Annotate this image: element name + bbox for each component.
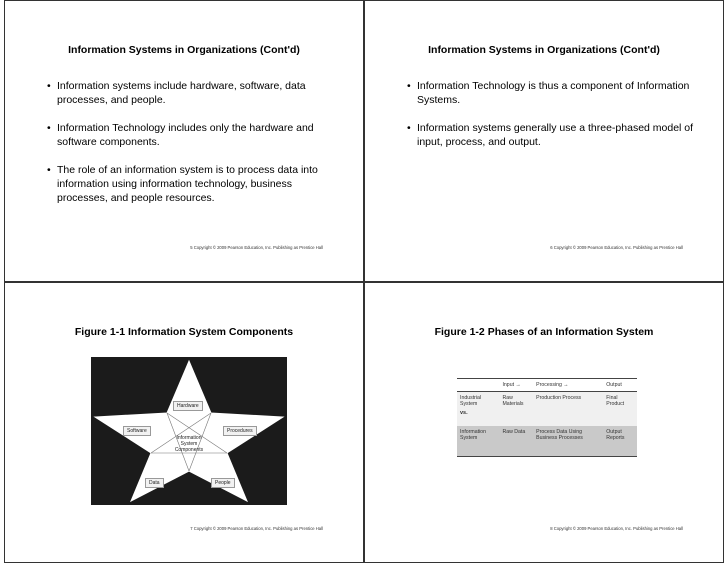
bullet-item — [405, 79, 705, 107]
bullet-text: Information Technology is thus a component of Information Systems. — [417, 80, 690, 106]
table-cell: Information System — [457, 426, 499, 457]
table-cell: Industrial System vs. — [457, 392, 499, 427]
slide-footer: 6 Copyright © 2009 Pearson Education, Inc. Publishing as Prentice Hall — [550, 245, 683, 250]
slide-footer: 8 Copyright © 2009 Pearson Education, Inc. Publishing as Prentice Hall — [550, 526, 683, 531]
vs-label: vs. — [460, 410, 468, 416]
bullet-icon: • — [407, 122, 411, 134]
slide-title: Information Systems in Organizations (Cont'd) — [428, 44, 660, 56]
slide-footer: 5 Copyright © 2009 Pearson Education, Inc. Publishing as Prentice Hall — [190, 245, 323, 250]
table-cell: Production Process — [533, 392, 603, 427]
table-cell: Raw Data — [499, 426, 533, 457]
arrow-icon: → — [515, 382, 521, 388]
bullet-icon: • — [47, 164, 51, 176]
table-row — [457, 426, 637, 457]
phases-table — [457, 378, 637, 457]
bullet-text: Information systems generally use a three-phased model of input, process, and output. — [417, 122, 694, 148]
slide-5 — [4, 0, 364, 282]
table-row — [457, 392, 637, 427]
slide-7 — [4, 282, 364, 563]
star-label-data: Data — [145, 478, 164, 488]
star-center-label — [169, 435, 209, 453]
slide-6 — [364, 0, 724, 282]
star-center-line: System — [180, 441, 198, 447]
bullet-item — [45, 163, 345, 205]
table-cell: Process Data Using Business Processes — [533, 426, 603, 457]
star-diagram — [91, 357, 287, 505]
bullet-icon: • — [47, 122, 51, 134]
slide-footer: 7 Copyright © 2009 Pearson Education, Inc. Publishing as Prentice Hall — [190, 526, 323, 531]
bullet-item — [45, 121, 345, 149]
bullet-item — [45, 79, 345, 107]
table-header-cell: Output — [603, 379, 637, 392]
figure-title: Figure 1-1 Information System Components — [74, 326, 294, 338]
table-cell: Final Product — [603, 392, 637, 427]
table-header-cell: Processing → — [533, 379, 603, 392]
bullet-list — [45, 79, 345, 219]
bullet-item — [405, 121, 705, 149]
bullet-icon: • — [47, 80, 51, 92]
table-cell: Output Reports — [603, 426, 637, 457]
star-label-procedures: Procedures — [223, 426, 257, 436]
star-label-software: Software — [123, 426, 151, 436]
table-header-row — [457, 379, 637, 392]
arrow-icon: → — [563, 382, 569, 388]
table-header-cell: Input → — [499, 379, 533, 392]
slide-title: Information Systems in Organizations (Cont'd) — [68, 44, 300, 56]
star-label-people: People — [211, 478, 235, 488]
bullet-text: The role of an information system is to process data into information using information technology, business processes, and people resources. — [57, 164, 318, 204]
bullet-text: Information Technology includes only the hardware and software components. — [57, 122, 314, 148]
bullet-icon: • — [407, 80, 411, 92]
table-cell: Raw Materials — [499, 392, 533, 427]
slide-8 — [364, 282, 724, 563]
bullet-list — [405, 79, 705, 163]
bullet-text: Information systems include hardware, software, data processes, and people. — [57, 80, 306, 106]
table-header-cell — [457, 379, 499, 392]
star-center-line: Information — [176, 435, 202, 441]
star-label-hardware: Hardware — [173, 401, 203, 411]
star-shape — [91, 357, 287, 505]
star-center-line: Components — [174, 447, 204, 453]
figure-title: Figure 1-2 Phases of an Information System — [434, 326, 654, 338]
